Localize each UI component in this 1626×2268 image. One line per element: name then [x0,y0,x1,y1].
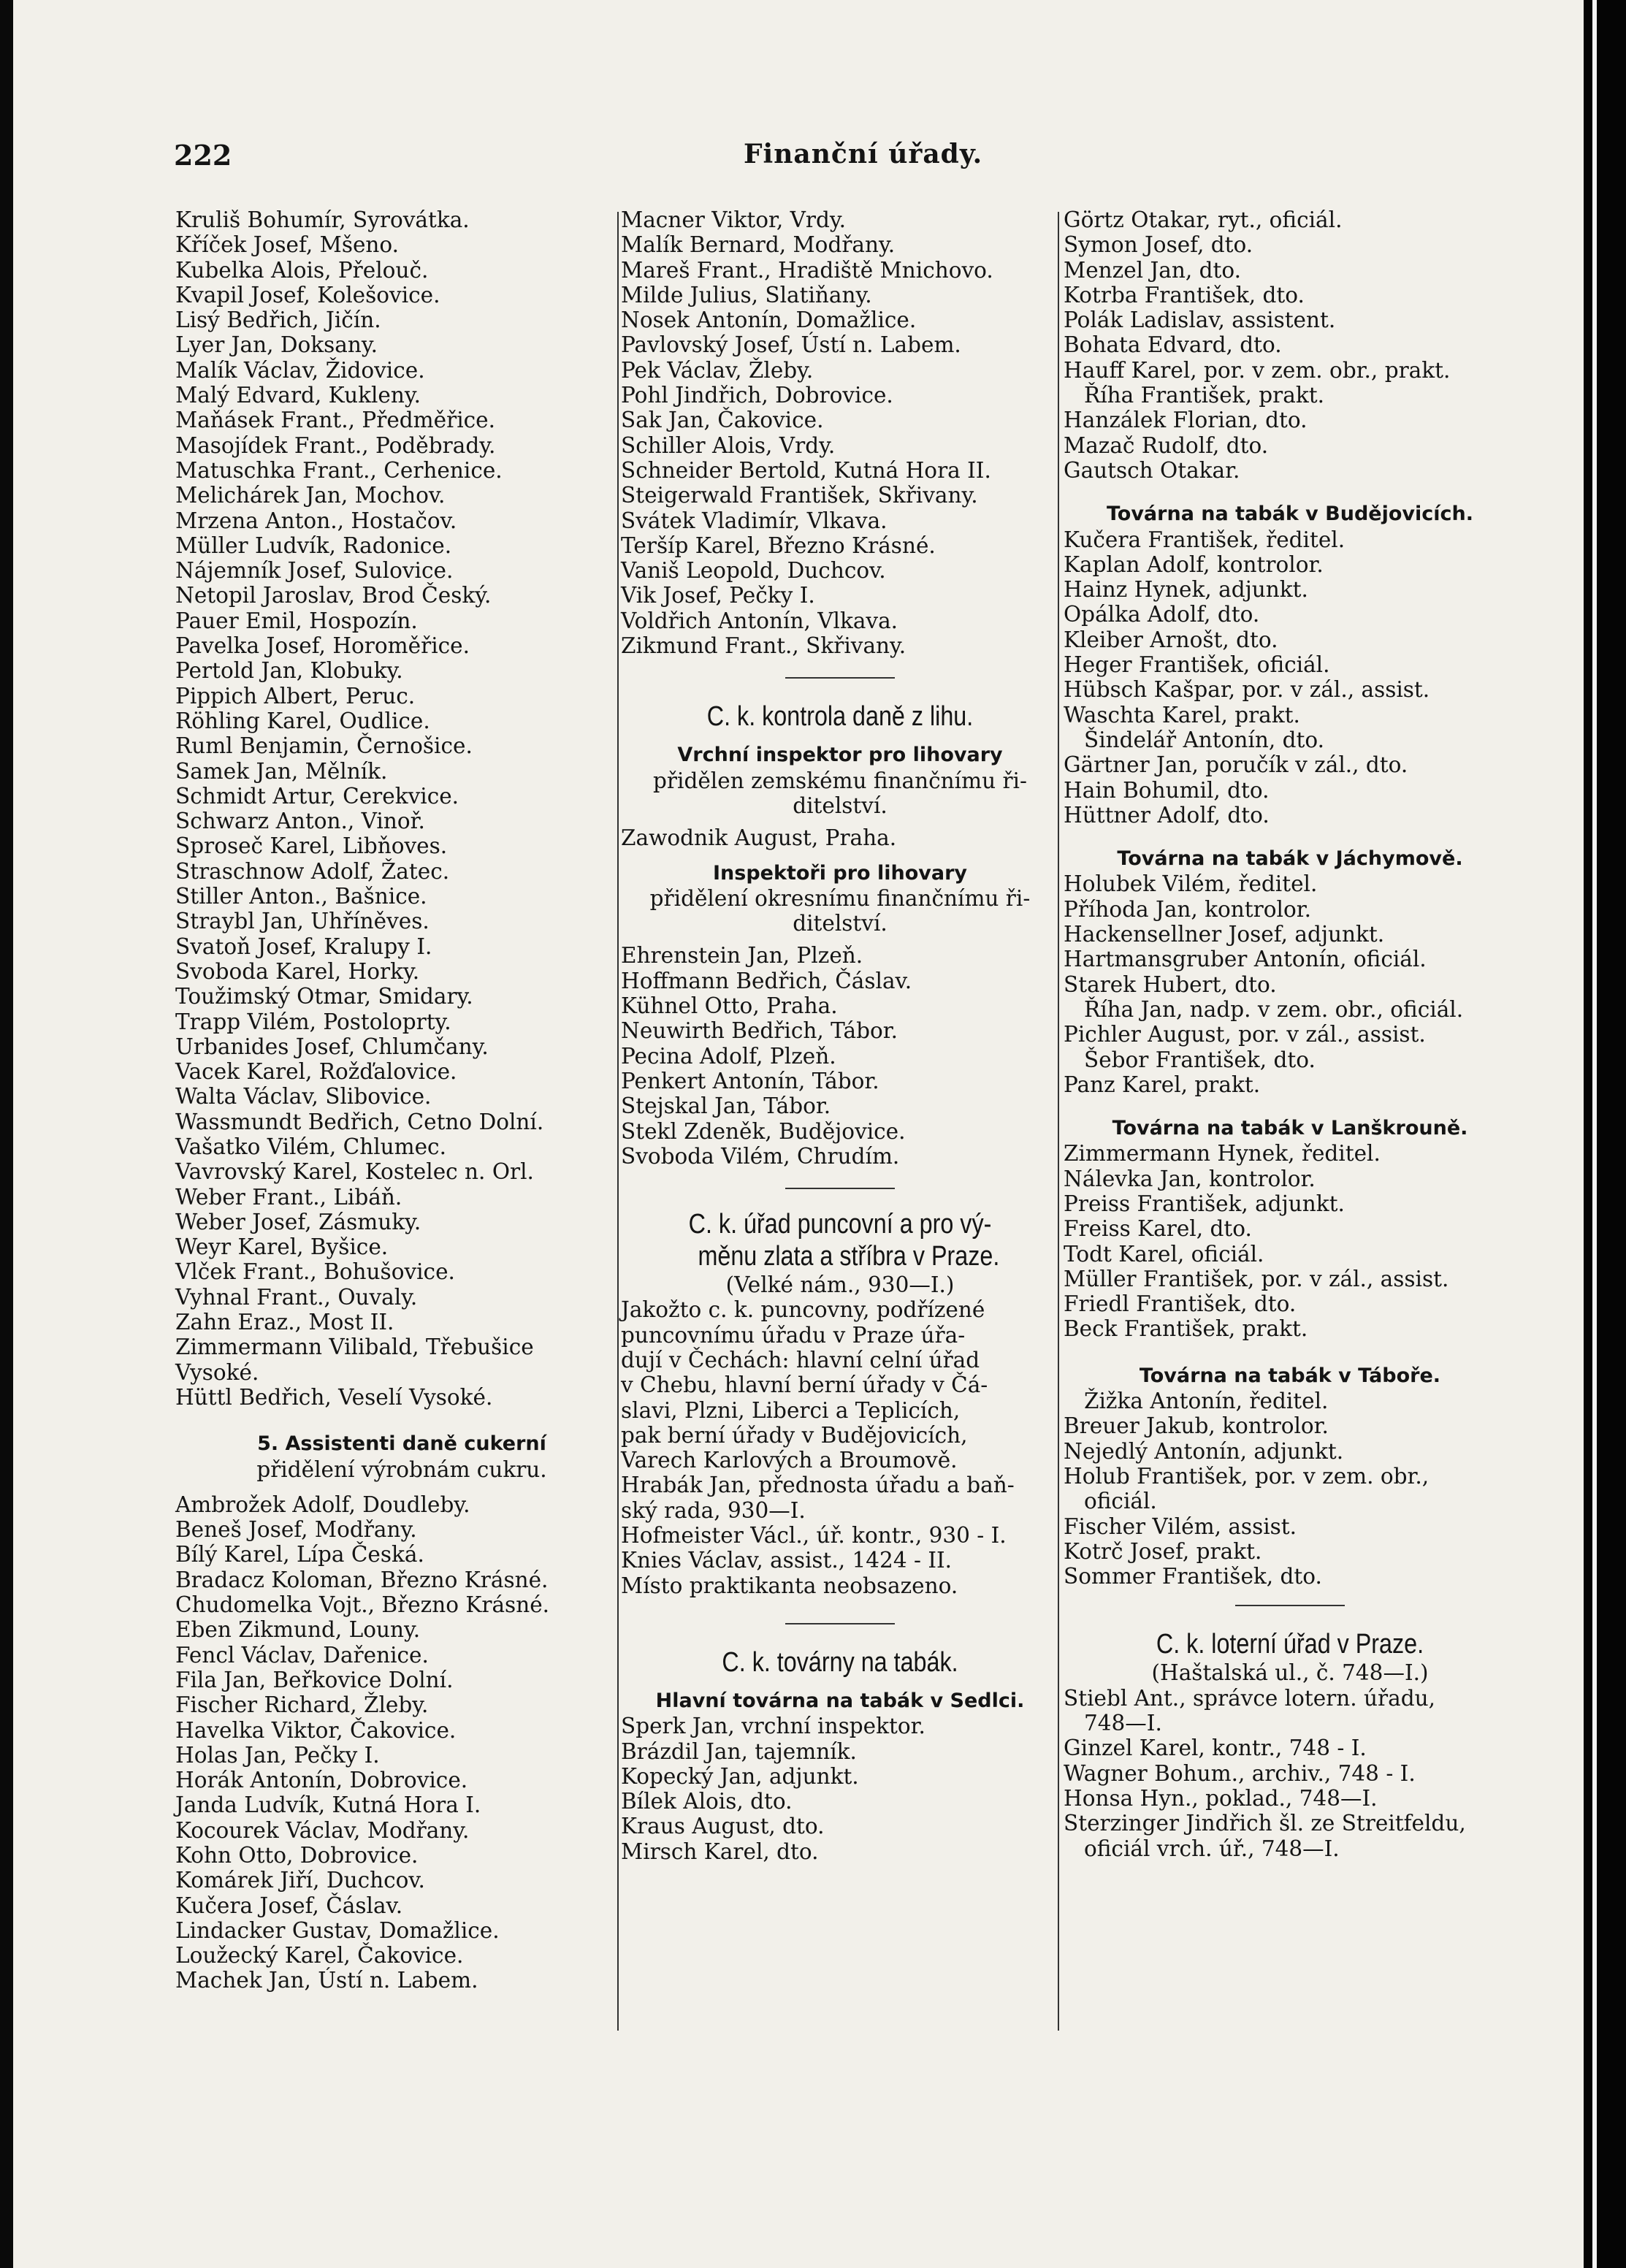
list-item: Beck František, prakt. [1064,1316,1308,1342]
list-item: Bílý Karel, Lípa Česká. [175,1542,424,1568]
list-item: Vacek Karel, Rožďalovice. [175,1059,457,1085]
list-item: Schneider Bertold, Kutná Hora II. [621,457,991,483]
list-item: Šebor František, dto. [1084,1047,1316,1072]
separator-rule [785,1188,895,1189]
separator-rule [785,1623,895,1624]
list-item: Šindelář Antonín, dto. [1084,727,1324,752]
name-list [621,1714,1059,1864]
list-item: Kleiber Arnošt, dto. [1064,627,1278,652]
list-item: Stejskal Jan, Tábor. [621,1093,831,1119]
list-item: Macner Viktor, Vrdy. [621,207,846,232]
list-item: Vaniš Leopold, Duchcov. [621,558,886,584]
list-item: Toužimský Otmar, Smidary. [175,984,473,1009]
list-item: Müller František, por. v zál., assist. [1064,1266,1449,1291]
page-number: 222 [174,139,232,172]
list-item: Říha Jan, nadp. v zem. obr., oficiál. [1084,996,1464,1022]
list-item: Görtz Otakar, ryt., oficiál. [1064,207,1343,232]
column-1 [175,207,628,1993]
list-item: Schmidt Artur, Cerekvice. [175,783,459,809]
list-item: Místo praktikanta neobsazeno. [621,1573,958,1598]
list-item: Breuer Jakub, kontrolor. [1064,1413,1329,1439]
list-item: Mirsch Karel, dto. [621,1839,819,1864]
name-list [1064,1141,1516,1341]
list-item: Machek Jan, Ústí n. Labem. [175,1968,478,1993]
list-item: Zawodnik August, Praha. [621,825,897,851]
list-item: Gautsch Otakar. [1064,457,1240,483]
list-item: Penkert Antonín, Tábor. [621,1068,879,1093]
list-item: puncovnímu úřadu v Praze úřa- [621,1322,966,1348]
list-item: Varech Karlových a Broumově. [621,1448,958,1473]
section-title: C. k. továrny na tabák. [722,1646,958,1678]
list-item: Mareš Frant., Hradiště Mnichovo. [621,257,993,283]
list-item: Schwarz Anton., Vinoř. [175,809,425,834]
list-item: Pichler August, por. v zál., assist. [1064,1022,1426,1047]
list-item: Lyer Jan, Doksany. [175,332,378,358]
list-item: Sproseč Karel, Libňoves. [175,833,448,859]
list-item: Knies Václav, assist., 1424 - II. [621,1548,953,1573]
list-item: Maňásek Frant., Předměřice. [175,408,495,433]
name-list [175,207,628,1410]
list-item: Beneš Josef, Modřany. [175,1517,417,1543]
list-item: C. k. úřad puncovní a pro vý- [688,1209,992,1240]
list-item: Jakožto c. k. puncovny, podřízené [621,1297,985,1323]
list-item: Matuschka Frant., Cerhenice. [175,457,503,483]
list-item: Weber Frant., Libáň. [175,1184,402,1210]
list-item: Polák Ladislav, assistent. [1064,308,1336,333]
section-title: C. k. kontrola daně z lihu. [706,701,974,733]
list-item: Říha František, prakt. [1084,383,1324,408]
list-item: Stiebl Ant., správce lotern. úřadu, [1064,1685,1435,1711]
list-item: Ginzel Karel, kontr., 748 - I. [1064,1736,1367,1761]
name-list [175,1492,628,1993]
list-item: Eben Zikmund, Louny. [175,1617,421,1643]
list-item: Schiller Alois, Vrdy. [621,432,836,458]
name-list [1064,1686,1516,1861]
name-list [621,943,1059,1169]
list-item: ský rada, 930—I. [621,1497,806,1523]
name-list [1064,207,1516,483]
list-item: Fencl Václav, Dařenice. [175,1642,429,1668]
separator-rule [785,677,895,679]
list-item: Zahn Eraz., Most II. [175,1310,394,1335]
section-title [654,1208,1026,1272]
list-item: Pavlovský Josef, Ústí n. Labem. [621,332,961,358]
list-item: Weyr Karel, Byšice. [175,1234,389,1260]
list-item: Masojídek Frant., Poděbrady. [175,432,496,458]
section-subheading [621,768,1059,819]
list-item: Kocourek Václav, Modřany. [175,1817,470,1843]
list-item: Zimmermann Hynek, ředitel. [1064,1141,1381,1167]
list-item: Vysoké. [175,1359,259,1385]
list-item: Malík Bernard, Modřany. [621,232,896,258]
book-spine [1584,0,1626,2268]
list-item: Straybl Jan, Uhříněves. [175,909,430,934]
list-item: Chudomelka Vojt., Březno Krásné. [175,1592,550,1618]
list-item: Kruliš Bohumír, Syrovátka. [175,207,470,232]
list-item: Hauff Karel, por. v zem. obr., prakt. [1064,357,1451,383]
list-item: Neuwirth Bedřich, Tábor. [621,1018,898,1044]
list-item: Kopecký Jan, adjunkt. [621,1763,859,1789]
list-item: Urbanides Josef, Chlumčany. [175,1034,489,1059]
list-item: Hainz Hynek, adjunkt. [1064,577,1308,603]
list-item: Waschta Karel, prakt. [1064,702,1300,728]
list-item: Vyhnal Frant., Ouvaly. [175,1284,418,1310]
list-item: Starek Hubert, dto. [1064,971,1277,997]
list-item: Kvapil Josef, Kolešovice. [175,282,440,308]
list-item: Kučera František, ředitel. [1064,527,1346,552]
list-item: Preiss František, adjunkt. [1064,1191,1345,1216]
list-item: Zimmermann Vilibald, Třebušice [175,1335,534,1360]
list-item: Pek Václav, Žleby. [621,357,814,383]
list-item: Milde Julius, Slatiňany. [621,282,872,308]
list-item: Vik Josef, Pečky I. [621,583,815,608]
list-item: Hrabák Jan, přednosta úřadu a baň- [621,1473,1015,1498]
section-heading: Továrna na tabák v Jáchymově. [1117,847,1463,871]
list-item: Ehrenstein Jan, Plzeň. [621,943,863,969]
list-item: 748—I. [1084,1711,1162,1736]
list-item: Loužecký Karel, Čakovice. [175,1943,464,1969]
section-title: C. k. loterní úřad v Praze. [1156,1629,1424,1660]
list-item: Holas Jan, Pečky I. [175,1742,380,1768]
section-heading: Inspektoři pro lihovary [713,861,967,885]
list-item: Hüttl Bedřich, Veselí Vysoké. [175,1384,493,1410]
section-heading: 5. Assistenti daně cukerní [257,1432,546,1456]
list-item: Menzel Jan, dto. [1064,257,1242,283]
list-item: Svoboda Karel, Horky. [175,958,420,984]
separator-rule [1235,1605,1345,1606]
list-item: Kubelka Alois, Přelouč. [175,257,429,283]
section-heading: Hlavní továrna na tabák v Sedlci. [655,1689,1025,1712]
list-item: Wassmundt Bedřich, Cetno Dolní. [175,1109,544,1134]
list-item: Weber Josef, Zásmuky. [175,1209,421,1234]
column-2 [621,207,1059,1864]
list-item: Müller Ludvík, Radonice. [175,532,452,558]
list-item: Todt Karel, oficiál. [1064,1241,1264,1267]
list-item: Vlček Frant., Bohušovice. [175,1259,455,1285]
list-item: Kříček Josef, Mšeno. [175,232,400,258]
list-item: Svoboda Vilém, Chrudím. [621,1143,900,1169]
list-item: Vavrovský Karel, Kostelec n. Orl. [175,1159,534,1185]
list-item: Samek Jan, Mělník. [175,758,388,784]
list-item: Melichárek Jan, Mochov. [175,483,446,508]
list-item: Svatoň Josef, Kralupy I. [175,933,432,959]
list-item: Friedl František, dto. [1064,1291,1297,1317]
list-item: Stiller Anton., Bašnice. [175,884,427,909]
list-item: Stekl Zdeněk, Budějovice. [621,1118,906,1144]
list-item: Vašatko Vilém, Chlumec. [175,1134,446,1159]
address: (Haštalská ul., č. 748—I.) [1151,1660,1429,1686]
list-item: v Chebu, hlavní berní úřady v Čá- [621,1372,988,1398]
list-item: Sak Jan, Čakovice. [621,408,824,433]
list-item: Trapp Vilém, Postoloprty. [175,1009,451,1034]
address: (Velké nám., 930—I.) [725,1272,955,1298]
list-item: Honsa Hyn., poklad., 748—I. [1064,1785,1378,1811]
list-item: Sterzinger Jindřich šl. ze Streitfeldu, [1064,1811,1466,1836]
list-item: Nosek Antonín, Domažlice. [621,308,917,333]
list-item: Sperk Jan, vrchní inspektor. [621,1714,925,1739]
list-item: Malý Edvard, Kukleny. [175,383,421,408]
list-item: Žižka Antonín, ředitel. [1084,1389,1329,1414]
list-item: pak berní úřady v Budějovicích, [621,1422,968,1448]
list-item: Steigerwald František, Skřivany. [621,483,978,508]
list-item: Lisý Bedřich, Jičín. [175,308,381,333]
list-item: Nálevka Jan, kontrolor. [1064,1166,1316,1191]
list-item: Walta Václav, Slibovice. [175,1084,432,1110]
list-item: slavi, Plzni, Liberci a Teplicích, [621,1397,961,1423]
list-item: Freiss Karel, dto. [1064,1216,1252,1242]
list-item: Hain Bohumil, dto. [1064,777,1270,803]
list-item: dují v Čechách: hlavní celní úřad [621,1347,980,1372]
list-item: Panz Karel, prakt. [1064,1072,1261,1097]
list-item: Hartmansgruber Antonín, oficiál. [1064,947,1427,972]
running-title: Finanční úřady. [744,139,983,169]
list-item: Mazač Rudolf, dto. [1064,432,1269,458]
name-list [1064,527,1516,828]
list-item: Hoffmann Bedřich, Čáslav. [621,968,912,993]
list-item: Janda Ludvík, Kutná Hora I. [175,1792,481,1818]
section-heading: Továrna na tabák v Táboře. [1139,1364,1441,1387]
section-heading: Továrna na tabák v Budějovicích. [1106,503,1474,526]
list-item: Heger František, oficiál. [1064,652,1330,678]
list-item: ditelství. [793,793,888,818]
list-item: Bohata Edvard, dto. [1064,332,1282,358]
section-subheading [621,886,1059,936]
name-list [621,207,1059,658]
list-item: Hüttner Adolf, dto. [1064,802,1270,828]
list-item: Komárek Jiří, Duchcov. [175,1868,425,1893]
list-item: Kotrč Josef, prakt. [1064,1538,1262,1564]
list-item: Ruml Benjamin, Černošice. [175,733,473,759]
list-item: Bílek Alois, dto. [621,1789,793,1814]
list-item: Fischer Vilém, assist. [1064,1513,1297,1539]
list-item: Zikmund Frant., Skřivany. [621,633,906,659]
list-item: Mrzena Anton., Hostačov. [175,508,457,533]
section-subheading: přidělení výrobnám cukru. [256,1456,547,1482]
list-item: Bradacz Koloman, Březno Krásné. [175,1567,549,1592]
list-item: Pavelka Josef, Horoměřice. [175,633,470,659]
list-item: Kraus August, dto. [621,1814,825,1839]
list-item: Kohn Otto, Dobrovice. [175,1843,419,1868]
list-item: Ambrožek Adolf, Doudleby. [175,1492,470,1517]
list-item: Kučera Josef, Čáslav. [175,1893,403,1918]
list-item: oficiál vrch. úř., 748—I. [1084,1836,1340,1861]
list-item: Malík Václav, Židovice. [175,357,425,383]
list-item: Netopil Jaroslav, Brod Český. [175,583,492,608]
list-item: přidělen zemskému finančnímu ři- [653,768,1027,793]
list-item: Voldřich Antonín, Vlkava. [621,608,898,633]
list-item: měnu zlata a stříbra v Praze. [698,1241,1000,1272]
column-3 [1064,207,1516,1861]
list-item: Teršíp Karel, Březno Krásné. [621,532,936,558]
list-item: Kaplan Adolf, kontrolor. [1064,551,1324,577]
list-item: Holub František, por. v zem. obr., [1064,1463,1430,1489]
list-item: Kühnel Otto, Praha. [621,993,838,1019]
list-item: Pauer Emil, Hospozín. [175,608,418,633]
list-item: Svátek Vladimír, Vlkava. [621,508,888,533]
section-heading: Vrchní inspektor pro lihovary [677,744,1003,767]
section-heading: Továrna na tabák v Lanškrouně. [1112,1117,1468,1140]
list-item: přidělení okresnímu finančnímu ři- [649,885,1031,911]
list-item: Pecina Adolf, Plzeň. [621,1043,836,1069]
page-header [174,139,1562,183]
list-item: Nejedlý Antonín, adjunkt. [1064,1438,1344,1464]
list-item: Hofmeister Václ., úř. kontr., 930 - I. [621,1523,1007,1549]
list-item: Wagner Bohum., archiv., 748 - I. [1064,1760,1416,1786]
list-item: Pippich Albert, Peruc. [175,683,416,709]
list-item: Gärtner Jan, poručík v zál., dto. [1064,752,1408,778]
list-item: Symon Josef, dto. [1064,232,1253,258]
list-item: Straschnow Adolf, Žatec. [175,858,450,884]
list-item: Pohl Jindřich, Dobrovice. [621,383,893,408]
list-item: ditelství. [793,911,888,936]
list-item: Fischer Richard, Žleby. [175,1692,429,1718]
paragraph [621,1297,1059,1598]
name-list [1064,1389,1516,1589]
name-list [1064,871,1516,1097]
list-item: Hanzálek Florian, dto. [1064,408,1308,433]
list-item: Nájemník Josef, Sulovice. [175,558,454,584]
list-item: Röhling Karel, Oudlice. [175,708,430,733]
list-item: Havelka Viktor, Čakovice. [175,1717,457,1743]
list-item: Horák Antonín, Dobrovice. [175,1768,468,1793]
list-item: Hübsch Kašpar, por. v zál., assist. [1064,677,1430,703]
list-item: oficiál. [1084,1489,1157,1514]
list-item: Sommer František, dto. [1064,1564,1322,1589]
list-item: Lindacker Gustav, Domažlice. [175,1917,500,1943]
book-page [13,0,1584,2268]
list-item: Brázdil Jan, tajemník. [621,1738,857,1764]
list-item: Hackensellner Josef, adjunkt. [1064,922,1385,947]
list-item: Holubek Vilém, ředitel. [1064,871,1318,897]
list-item: Kotrba František, dto. [1064,282,1305,308]
list-item: Fila Jan, Beřkovice Dolní. [175,1667,454,1692]
list-item: Pertold Jan, Klobuky. [175,658,403,684]
list-item: Opálka Adolf, dto. [1064,602,1260,627]
list-item: Příhoda Jan, kontrolor. [1064,896,1311,922]
